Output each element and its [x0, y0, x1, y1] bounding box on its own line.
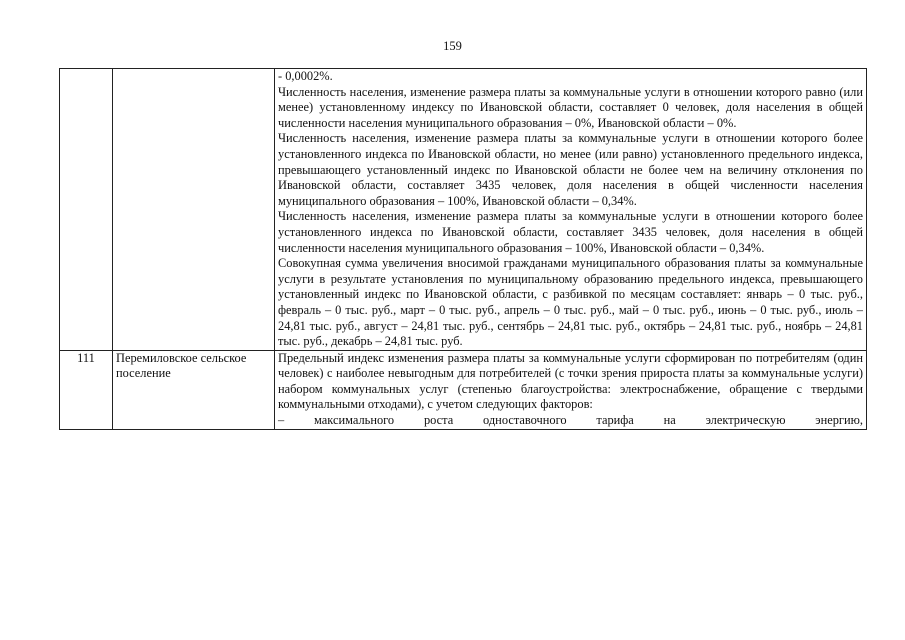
page-number: 159 [443, 39, 462, 53]
paragraph: Совокупная сумма увеличения вносимой гражданами муниципального образования платы за коммунальные услуги в результате установления по муниципальному образованию предельного индекса, превышающего установленный индекс по Ивановской области, с разбивкой по месяцам составляет: январь – 0 тыс. руб., февраль – 0 тыс. руб., март – 0 тыс. руб., апрель – 0 тыс. руб., май – 0 тыс. руб., июнь – 0 тыс. руб., июль – 24,81 тыс. руб., август – 24,81 тыс. руб., сентябрь – 24,81 тыс. руб., октябрь – 24,81 тыс. руб., ноябрь – 24,81 тыс. руб., декабрь – 24,81 тыс. руб. [278, 256, 863, 349]
table-row [60, 350, 867, 429]
paragraph: - 0,0002%. [278, 69, 333, 83]
municipality-name-cell: Перемиловское сельское поселение [113, 350, 275, 429]
paragraph: – максимального роста одноставочного тарифа на электрическую энергию, [278, 413, 863, 428]
municipal-index-table [59, 68, 867, 430]
paragraph: Численность населения, изменение размера платы за коммунальные услуги в отношении которого более установленного индекса по Ивановской области, составляет 3435 человек, доля населения в общей численности населения муниципального образования – 100%, Ивановской области – 0,34%. [278, 209, 863, 255]
paragraph: Численность населения, изменение размера платы за коммунальные услуги в отношении которого более установленного индекса по Ивановской области, но менее (или равно) установленного предельного индекса, превышающего установленный индекс по Ивановской области не более чем на величину отклонения по Ивановской области, составляет 3435 человек, доля населения в общей численности населения муниципального образования – 100%, Ивановской области – 0,34%. [278, 131, 863, 208]
description-cell [275, 69, 867, 351]
row-number-cell: 111 [60, 350, 113, 429]
table-row [60, 69, 867, 351]
municipality-name-cell [113, 69, 275, 351]
paragraph: Численность населения, изменение размера платы за коммунальные услуги в отношении которого равно (или менее) установленному индексу по Ивановской области, составляет 0 человек, доля населения в общей численности населения муниципального образования – 0%, Ивановской области – 0%. [278, 84, 863, 130]
description-cell [275, 350, 867, 429]
row-number-cell [60, 69, 113, 351]
paragraph: Предельный индекс изменения размера платы за коммунальные услуги сформирован по потребителям (один человек) с наиболее невыгодным для потребителей (с точки зрения прироста платы за коммунальные услуги) набором коммунальных услуг (степенью благоустройства: электроснабжение, обращение с твердыми коммунальными отходами), с учетом следующих факторов: [278, 350, 863, 412]
